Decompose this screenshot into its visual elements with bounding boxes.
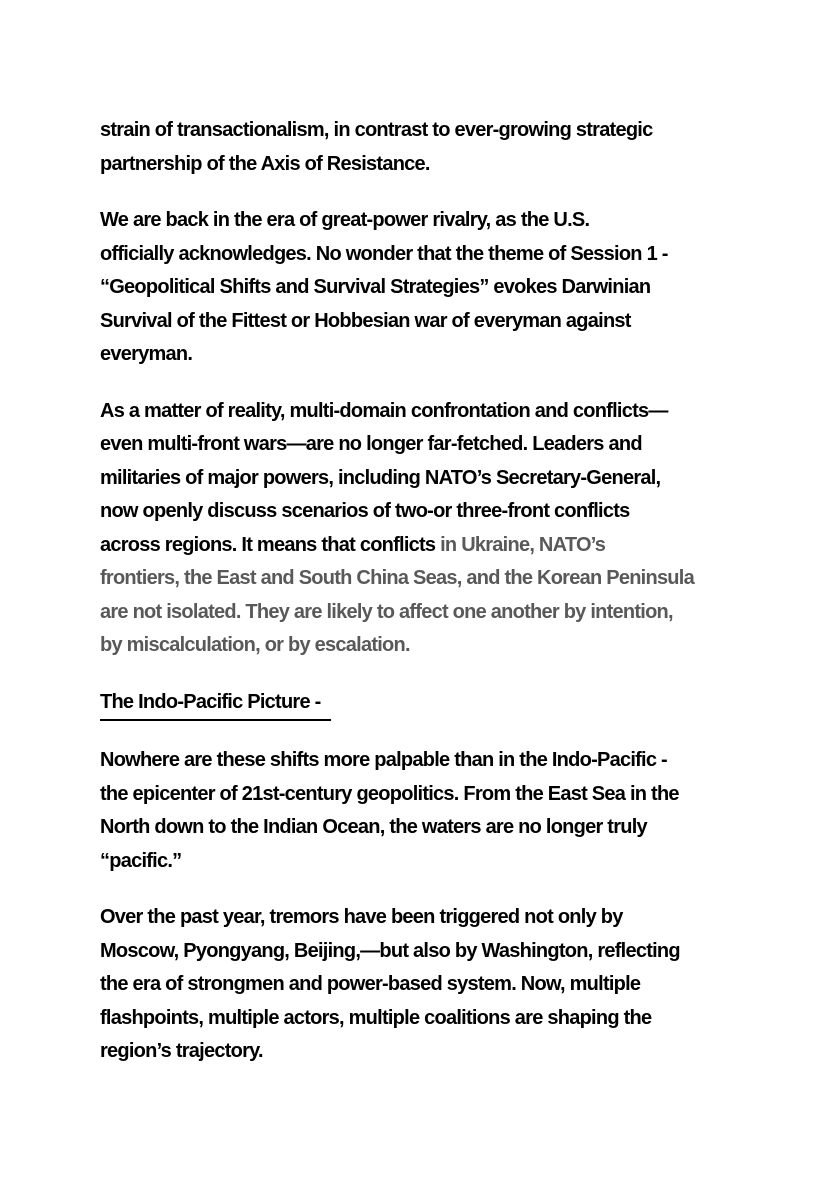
paragraph-5 bbox=[100, 901, 745, 1069]
text-line: “Geopolitical Shifts and Survival Strategies” evokes Darwinian bbox=[100, 276, 651, 298]
text-line: even multi-front wars—are no longer far-fetched. Leaders and bbox=[100, 433, 642, 455]
paragraph-3 bbox=[100, 395, 745, 663]
text-line: Survival of the Fittest or Hobbesian war of everyman against bbox=[100, 309, 631, 332]
text-line: now openly discuss scenarios of two-or three-front conflicts bbox=[100, 500, 630, 522]
text-line: Moscow, Pyongyang, Beijing,—but also by Washington, reflecting bbox=[100, 939, 680, 962]
document-body bbox=[100, 114, 745, 1092]
text-line: partnership of the Axis of Resistance. bbox=[100, 152, 430, 175]
text-line: North down to the Indian Ocean, the waters are no longer truly bbox=[100, 816, 647, 838]
text-line-mixed bbox=[100, 529, 745, 563]
text-line: militaries of major powers, including NATO’s Secretary-General, bbox=[100, 466, 661, 489]
text-line: “pacific.” bbox=[100, 849, 182, 872]
paragraph-2 bbox=[100, 204, 745, 372]
text-line-gray: frontiers, the East and South China Seas, and the Korean Peninsula bbox=[100, 567, 694, 589]
text-line: everyman. bbox=[100, 343, 193, 365]
paragraph-4 bbox=[100, 744, 745, 878]
paragraph-1 bbox=[100, 114, 745, 181]
text-line: officially acknowledges. No wonder that the theme of Session 1 - bbox=[100, 242, 668, 265]
text-line: the era of strongmen and power-based system. Now, multiple bbox=[100, 973, 641, 995]
text-line: the epicenter of 21st-century geopolitics. From the East Sea in the bbox=[100, 782, 679, 805]
section-heading bbox=[100, 686, 745, 722]
text-line: region’s trajectory. bbox=[100, 1040, 263, 1062]
text-line-gray: by miscalculation, or by escalation. bbox=[100, 634, 410, 656]
text-line: As a matter of reality, multi-domain confrontation and conflicts— bbox=[100, 399, 668, 422]
text-segment-black: across regions. It means that conflicts bbox=[100, 533, 436, 556]
text-line: flashpoints, multiple actors, multiple coalitions are shaping the bbox=[100, 1006, 652, 1029]
text-line: Nowhere are these shifts more palpable than in the Indo-Pacific - bbox=[100, 749, 667, 771]
section-heading-text: The Indo-Pacific Picture - bbox=[100, 686, 331, 722]
text-line-gray: are not isolated. They are likely to affect one another by intention, bbox=[100, 600, 673, 623]
text-segment-gray: in Ukraine, NATO’s bbox=[435, 533, 606, 556]
text-line: We are back in the era of great-power rivalry, as the U.S. bbox=[100, 209, 590, 231]
text-line: Over the past year, tremors have been triggered not only by bbox=[100, 906, 623, 928]
text-line: strain of transactionalism, in contrast to ever-growing strategic bbox=[100, 119, 653, 141]
